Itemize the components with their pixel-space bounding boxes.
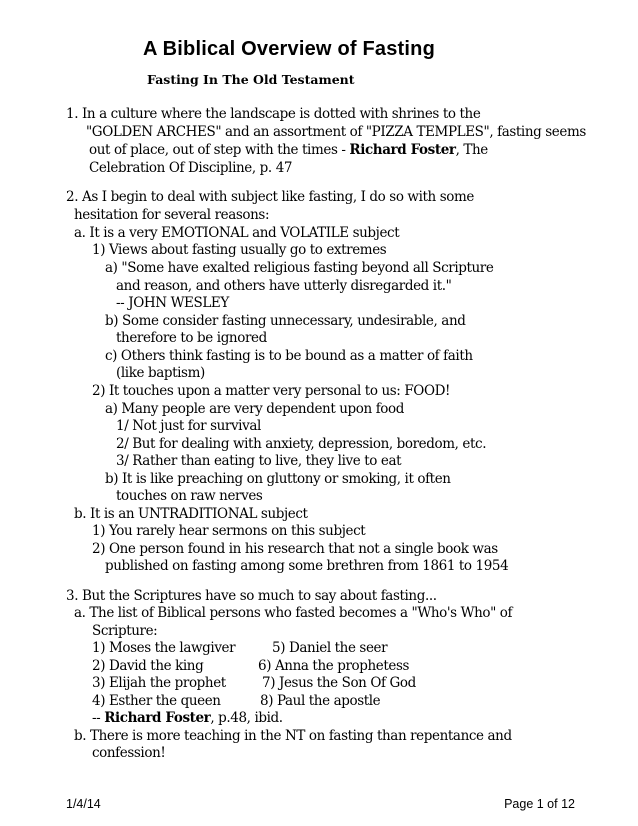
text-line: 2) It touches upon a matter very personal to us: FOOD! xyxy=(92,383,451,399)
text-segment: -- xyxy=(92,710,105,726)
text-line: (like baptism) xyxy=(116,365,205,381)
person-list-item: 2) David the king xyxy=(92,658,204,674)
text-line: "GOLDEN ARCHES" and an assortment of "PIZZA TEMPLES", fasting seems xyxy=(86,124,586,140)
author-name: Richard Foster xyxy=(349,142,456,158)
text-line: a) Many people are very dependent upon food xyxy=(105,401,405,417)
text-line: Scripture: xyxy=(92,623,158,639)
text-line: 2) One person found in his research that not a single book was xyxy=(92,541,498,557)
text-line: b. There is more teaching in the NT on fasting than repentance and xyxy=(74,728,512,744)
person-list-item: 6) Anna the prophetess xyxy=(258,658,410,674)
document-title: A Biblical Overview of Fasting xyxy=(143,38,435,60)
text-line: a) "Some have exalted religious fasting beyond all Scripture xyxy=(105,260,494,276)
person-list-item: 1) Moses the lawgiver xyxy=(92,640,236,656)
text-line: 2/ But for dealing with anxiety, depression, boredom, etc. xyxy=(116,436,487,452)
text-line: touches on raw nerves xyxy=(116,488,263,504)
text-line: a. It is a very EMOTIONAL and VOLATILE subject xyxy=(74,225,400,241)
text-line: b) It is like preaching on gluttony or smoking, it often xyxy=(105,471,451,487)
text-line: 2. As I begin to deal with subject like fasting, I do so with some xyxy=(66,189,474,205)
person-list-item: 3) Elijah the prophet xyxy=(92,675,226,691)
text-line: hesitation for several reasons: xyxy=(74,207,270,223)
text-line xyxy=(89,142,488,159)
text-line: confession! xyxy=(92,745,166,761)
footer-date: 1/4/14 xyxy=(66,797,101,811)
author-name: Richard Foster xyxy=(104,710,211,726)
text-line: and reason, and others have utterly disregarded it." xyxy=(116,278,452,294)
text-segment: , p.48, ibid. xyxy=(210,710,283,726)
text-line: 1) You rarely hear sermons on this subject xyxy=(92,523,366,539)
text-line: b) Some consider fasting unnecessary, undesirable, and xyxy=(105,313,466,329)
page-number: Page 1 of 12 xyxy=(504,797,575,811)
text-line: 3/ Rather than eating to live, they live to eat xyxy=(116,453,402,469)
text-line: -- JOHN WESLEY xyxy=(116,295,229,311)
text-line xyxy=(92,710,283,727)
person-list-item: 7) Jesus the Son Of God xyxy=(262,675,416,691)
text-line: published on fasting among some brethren from 1861 to 1954 xyxy=(105,558,509,574)
text-line: therefore to be ignored xyxy=(116,330,267,346)
text-line: 3. But the Scriptures have so much to say about fasting... xyxy=(66,588,437,604)
person-list-item: 8) Paul the apostle xyxy=(260,693,381,709)
text-segment: , The xyxy=(455,142,488,158)
text-line: 1) Views about fasting usually go to extremes xyxy=(92,242,387,258)
person-list-item: 4) Esther the queen xyxy=(92,693,221,709)
text-line: c) Others think fasting is to be bound as a matter of faith xyxy=(105,348,473,364)
text-line: a. The list of Biblical persons who fasted becomes a "Who's Who" of xyxy=(74,605,513,621)
text-line: Celebration Of Discipline, p. 47 xyxy=(89,160,293,176)
text-line: 1. In a culture where the landscape is dotted with shrines to the xyxy=(66,106,481,122)
person-list-item: 5) Daniel the seer xyxy=(272,640,388,656)
section-subtitle: Fasting In The Old Testament xyxy=(147,72,355,87)
text-segment: out of place, out of step with the times - xyxy=(89,142,350,158)
text-line: b. It is an UNTRADITIONAL subject xyxy=(74,506,308,522)
text-line: 1/ Not just for survival xyxy=(116,418,261,434)
